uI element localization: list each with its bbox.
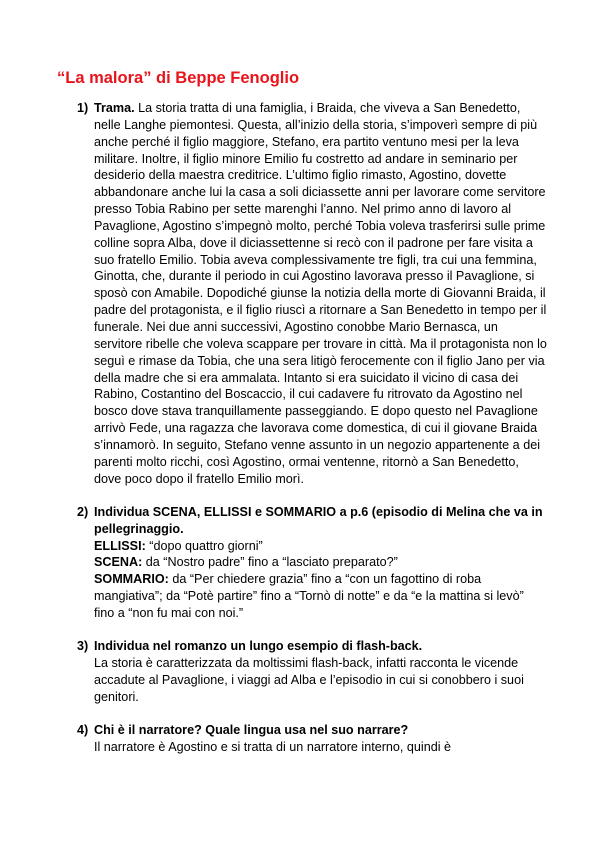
- item-text: La storia tratta di una famiglia, i Braida, che viveva a San Benedetto, nelle Langhe piemontesi. Questa, all’inizio della storia, s’impoverì sempre di più anche perché il figlio maggiore, Stefano, era partito ventuno mesi per la leva militare. Inoltre, il figlio minore Emilio fu costretto ad andare in seminario per desiderio della maestra creditrice. L’ultimo figlio rimasto, Agostino, dovette abbandonare anche lui la casa a soli diciassette anni per lavorare come servitore presso Tobia Rabino per sette marenghi l’anno. Nel primo anno di lavoro al Pavaglione, Agostino s’impegnò molto, perché Tobia voleva trasferirsi sulle prime colline sopra Alba, dove il diciassettenne si recò con il padrone per fare visita a suo fratello Emilio. Tobia aveva complessivamente tre figli, tra cui una femmina, Ginotta, che, durante il periodo in cui Agostino lavorava presso il Pavaglione, si sposò con Amabile. Dopodiché giunse la notizia della morte di Giovanni Braida, il padre del protagonista, e il figlio riuscì a ritornare a San Benedetto in tempo per il funerale. Nei due anni successivi, Agostino conobbe Mario Bernasca, un servitore ribelle che voleva scappare per trovare in città. Ma il protagonista non lo seguì e rimase da Tobia, che una sera litigò ferocemente con il figlio Jano per via della madre che si era ammalata. Intanto si era suicidato il vicino di casa dei Rabino, Costantino del Boscaccio, il cui cadavere fu ritrovato da Agostino nel bosco dove stava tranquillamente passeggiando. E dopo questo nel Pavaglione arrivò Fede, una ragazza che lavorava come domestica, di cui il giovane Braida s’innamorò. In seguito, Stefano venne assunto in un negozio appartenente a dei parenti molto ricchi, così Agostino, ormai ventenne, ritornò a San Benedetto, dove poco dopo il fratello Emilio morì.: [94, 101, 547, 486]
- answer-ellissi: [94, 538, 547, 555]
- item-number: 4): [77, 723, 89, 738]
- question-heading: Chi è il narratore? Quale lingua usa nel suo narrare?: [94, 723, 409, 738]
- document-title: “La malora” di Beppe Fenoglio: [57, 69, 300, 87]
- answer-text: Il narratore è Agostino e si tratta di un narratore interno, quindi è: [94, 740, 452, 755]
- answer-block: [94, 538, 547, 622]
- answer-text: da “Per chiedere grazia” fino a “con un fagottino di roba mangiativa”; da “Potè partire” fino a “Tornò di notte” e da “e la mattina si levò” fino a “non fu mai con noi.”: [94, 572, 524, 620]
- item-number: 3): [77, 639, 89, 654]
- answer-text: La storia è caratterizzata da moltissimi flash-back, infatti racconta le vicende accadute al Pavaglione, i viaggi ad Alba e l’episodio in cui si conobbero i suoi genitori.: [94, 656, 524, 704]
- answer-text: da “Nostro padre” fino a “lasciato preparato?”: [142, 555, 398, 570]
- answer-text: “dopo quattro giorni”: [145, 538, 263, 553]
- list-item-scena-ellissi-sommario: [77, 504, 547, 622]
- answer-scena: [94, 554, 547, 571]
- question-heading: Individua nel romanzo un lungo esempio di flash-back.: [94, 639, 423, 654]
- answer-label: SOMMARIO:: [94, 572, 169, 587]
- item-number: 2): [77, 504, 89, 519]
- list-item-trama: [77, 100, 547, 487]
- list-item-narratore: [77, 722, 547, 756]
- answer-sommario: [94, 571, 547, 622]
- answer-label: SCENA:: [94, 555, 143, 570]
- answer-label: ELLISSI:: [94, 538, 146, 553]
- item-lead: Trama.: [94, 101, 135, 115]
- item-number: 1): [77, 101, 89, 115]
- question-heading: Individua SCENA, ELLISSI e SOMMARIO a p.6 (episodio di Melina che va in pellegrinaggio.: [94, 504, 543, 536]
- plot-summary: [94, 100, 547, 487]
- question-list: [77, 100, 547, 756]
- list-item-flash-back: [77, 638, 547, 705]
